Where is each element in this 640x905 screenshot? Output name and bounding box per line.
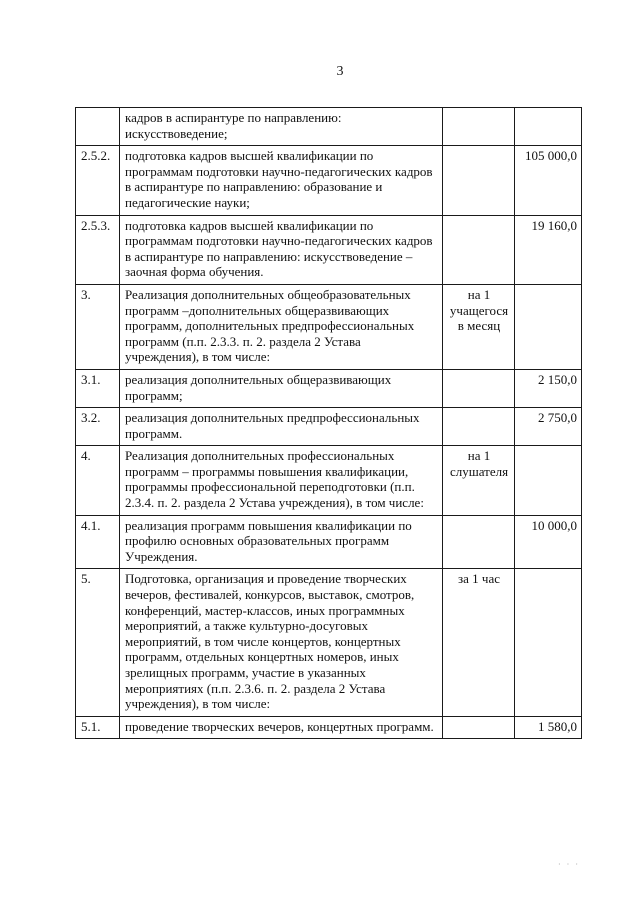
price-value: 2 750,0	[515, 408, 582, 446]
service-name: кадров в аспирантуре по направлению: искусствоведение;	[120, 108, 443, 146]
table-row	[76, 146, 582, 215]
service-name: реализация дополнительных предпрофессиональных программ.	[120, 408, 443, 446]
page-number: 3	[336, 64, 344, 79]
service-name: Реализация дополнительных общеобразовательных программ –дополнительных общеразвивающих программ, дополнительных предпрофессиональных программ (п.п. 2.3.3. п. 2. раздела 2 Устава учреждения), в том числе:	[120, 284, 443, 369]
row-number: 3.1.	[76, 369, 120, 407]
unit-of-measure	[443, 146, 515, 215]
unit-of-measure	[443, 515, 515, 569]
unit-of-measure: на 1 слушателя	[443, 446, 515, 515]
service-name: проведение творческих вечеров, концертных программ.	[120, 716, 443, 739]
row-number: 5.	[76, 569, 120, 716]
service-name: реализация программ повышения квалификации по профилю основных образовательных программ Учреждения.	[120, 515, 443, 569]
row-number: 3.	[76, 284, 120, 369]
service-name: подготовка кадров высшей квалификации по программам подготовки научно-педагогических кадров в аспирантуре по направлению: образование и педагогические науки;	[120, 146, 443, 215]
price-value: 10 000,0	[515, 515, 582, 569]
price-table	[75, 107, 582, 739]
table-row	[76, 108, 582, 146]
row-number: 5.1.	[76, 716, 120, 739]
table-row	[76, 215, 582, 284]
unit-of-measure	[443, 408, 515, 446]
table-row	[76, 408, 582, 446]
unit-of-measure	[443, 215, 515, 284]
price-value: 2 150,0	[515, 369, 582, 407]
row-number: 2.5.2.	[76, 146, 120, 215]
unit-of-measure: на 1 учащегося в месяц	[443, 284, 515, 369]
price-value	[515, 446, 582, 515]
table-row	[76, 569, 582, 716]
price-value: 19 160,0	[515, 215, 582, 284]
service-name: Подготовка, организация и проведение творческих вечеров, фестивалей, конкурсов, выставок, смотров, конференций, мастер-классов, иных программных мероприятий, а также культурно-досуговых мероприятий, в том числе концертов, концертных программ, отдельных концертных номеров, иных зрелищных программ, участие в указанных мероприятиях (п.п. 2.3.6. п. 2. раздела 2 Устава учреждения), в том числе:	[120, 569, 443, 716]
unit-of-measure: за 1 час	[443, 569, 515, 716]
price-value	[515, 569, 582, 716]
table-row	[76, 515, 582, 569]
table-row	[76, 446, 582, 515]
price-value	[515, 108, 582, 146]
row-number: 3.2.	[76, 408, 120, 446]
table-row	[76, 716, 582, 739]
table-row	[76, 284, 582, 369]
scan-artifact: · · ·	[558, 860, 580, 869]
unit-of-measure	[443, 369, 515, 407]
unit-of-measure	[443, 716, 515, 739]
row-number: 4.	[76, 446, 120, 515]
row-number	[76, 108, 120, 146]
price-value: 1 580,0	[515, 716, 582, 739]
row-number: 4.1.	[76, 515, 120, 569]
row-number: 2.5.3.	[76, 215, 120, 284]
unit-of-measure	[443, 108, 515, 146]
price-value	[515, 284, 582, 369]
service-name: подготовка кадров высшей квалификации по программам подготовки научно-педагогических кадров в аспирантуре по направлению: искусствоведение – заочная форма обучения.	[120, 215, 443, 284]
table-row	[76, 369, 582, 407]
service-name: реализация дополнительных общеразвивающих программ;	[120, 369, 443, 407]
service-name: Реализация дополнительных профессиональных программ – программы повышения квалификации, программы профессиональной переподготовки (п.п. 2.3.4. п. 2. раздела 2 Устава учреждения), в том числе:	[120, 446, 443, 515]
price-value: 105 000,0	[515, 146, 582, 215]
